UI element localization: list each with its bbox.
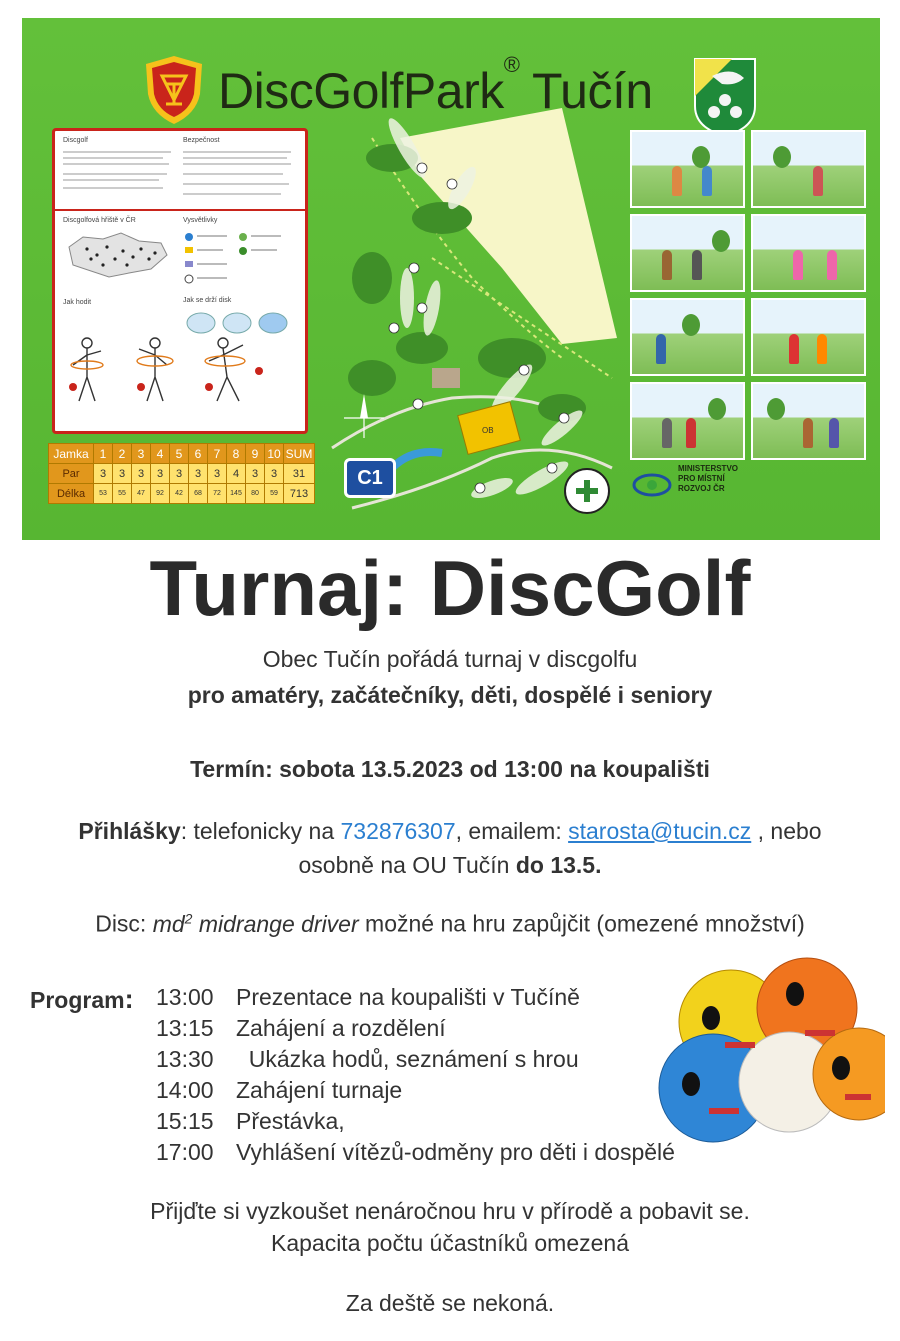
village-crest-icon [692,56,758,138]
length-value: 92 [151,484,170,504]
throwing-technique-icon [63,331,293,411]
length-value: 55 [113,484,132,504]
program-item: 15:15 Přestávka, [156,1108,345,1134]
ministry-label: MINISTERSTVO PRO MÍSTNÍ ROZVOJ ČR [678,464,739,493]
hole-number: 9 [246,444,265,464]
par-value: 3 [94,464,113,484]
program-item: 17:00 Vyhlášení vítězů-odměny pro děti i dospělé [156,1139,675,1165]
disc-model: $md^2$ midrange driver [152,910,359,937]
registration-deadline: do 13.5. [515,852,602,878]
email-link[interactable]: starosta@tucin.cz [568,818,752,844]
scorecard-row-length [49,484,315,504]
illustration-panel [630,214,745,292]
poster-title: Turnaj: DiscGolf [149,544,751,632]
length-value: 145 [227,484,246,504]
course-map [312,108,632,518]
event-date: Termín: sobota 13.5.2023 od 13:00 na koupališti [190,756,710,782]
row-label-hole: Jamka [49,444,94,464]
info-heading-discgolf: Discgolf [63,137,88,144]
info-heading-throw: Jak hodit [63,299,92,306]
par-value: 3 [246,464,265,484]
illustration-panel [751,298,866,376]
discs-photo [655,948,885,1148]
czech-map-icon [63,229,171,281]
hole-number: 4 [151,444,170,464]
info-panel [52,128,308,434]
sum-header: SUM [284,444,315,464]
length-value: 80 [246,484,265,504]
brand-logo-text: DiscGolfPark® Tučín [218,52,653,119]
legend-symbols-icon [183,231,293,291]
par-value: 3 [208,464,227,484]
scorecard-table [48,443,315,504]
illustration-panel [630,130,745,208]
program-item: 13:00 Prezentace na koupališti v Tučíně [156,984,580,1010]
program-item: 13:15 Zahájení a rozdělení [156,1015,446,1041]
length-value: 53 [94,484,113,504]
disc-info: Disc: $md^2$ midrange driver možné na hru zapůjčit (omezené množství) [95,910,805,937]
row-label-par: Par [49,464,94,484]
length-value: 42 [170,484,189,504]
length-sum: 713 [284,484,315,504]
par-value: 3 [113,464,132,484]
illustration-panel [751,214,866,292]
illustration-panel [630,382,745,460]
hole-number: 5 [170,444,189,464]
program-item: 13:30 Ukázka hodů, seznámení s hrou [156,1046,579,1072]
machovsky-stamp-icon [562,466,612,516]
building-label: OB [482,426,494,435]
par-sum: 31 [284,464,315,484]
info-heading-safety: Bezpečnost [183,137,220,144]
scorecard-row-holes [49,444,315,464]
ministry-logo-icon [632,470,672,500]
illustration-panel [751,382,866,460]
phone-link[interactable]: 732876307 [340,818,456,844]
closing-line-3: Za deště se nekoná. [345,1290,555,1316]
illustration-panel [630,298,745,376]
par-value: 4 [227,464,246,484]
program-item: 14:00 Zahájení turnaje [156,1077,403,1103]
hole-number: 10 [265,444,284,464]
hole-number: 8 [227,444,246,464]
hole-number: 7 [208,444,227,464]
closing-line-2: Kapacita počtu účastníků omezená [270,1230,629,1256]
hole-number: 1 [94,444,113,464]
intro-line-2: pro amatéry, začátečníky, děti, dospělé i seniory [187,682,713,708]
registration-label: Přihlášky [78,818,181,844]
throwing-illustrations [630,130,866,460]
intro-line-1: Obec Tučín pořádá turnaj v discgolfu [262,646,638,672]
program-label: Program: [30,984,134,1014]
par-value: 3 [151,464,170,484]
par-value: 3 [189,464,208,484]
course-banner [22,18,880,540]
hole-number: 6 [189,444,208,464]
illustration-panel [751,130,866,208]
length-value: 47 [132,484,151,504]
info-heading-legend: Vysvětlivky [183,217,218,224]
hole-number: 3 [132,444,151,464]
hole-number: 2 [113,444,132,464]
length-value: 68 [189,484,208,504]
row-label-length: Délka [49,484,94,504]
c1-map-badge: C1 [344,458,396,498]
registration-line-1: Přihlášky: telefonicky na 732876307, emailem: starosta@tucin.cz , nebo [78,818,822,844]
length-value: 72 [208,484,227,504]
basket-shield-icon [142,54,206,126]
info-heading-czech-courses: Discgolfová hřiště v ČR [63,217,136,224]
info-heading-grip: Jak se drží disk [183,297,232,304]
par-value: 3 [132,464,151,484]
par-value: 3 [170,464,189,484]
closing-line-1: Přijďte si vyzkoušet nenáročnou hru v přírodě a pobavit se. [150,1198,750,1224]
scorecard-row-par [49,464,315,484]
registration-line-2: osobně na OU Tučín do 13.5. [298,852,602,878]
length-value: 59 [265,484,284,504]
par-value: 3 [265,464,284,484]
